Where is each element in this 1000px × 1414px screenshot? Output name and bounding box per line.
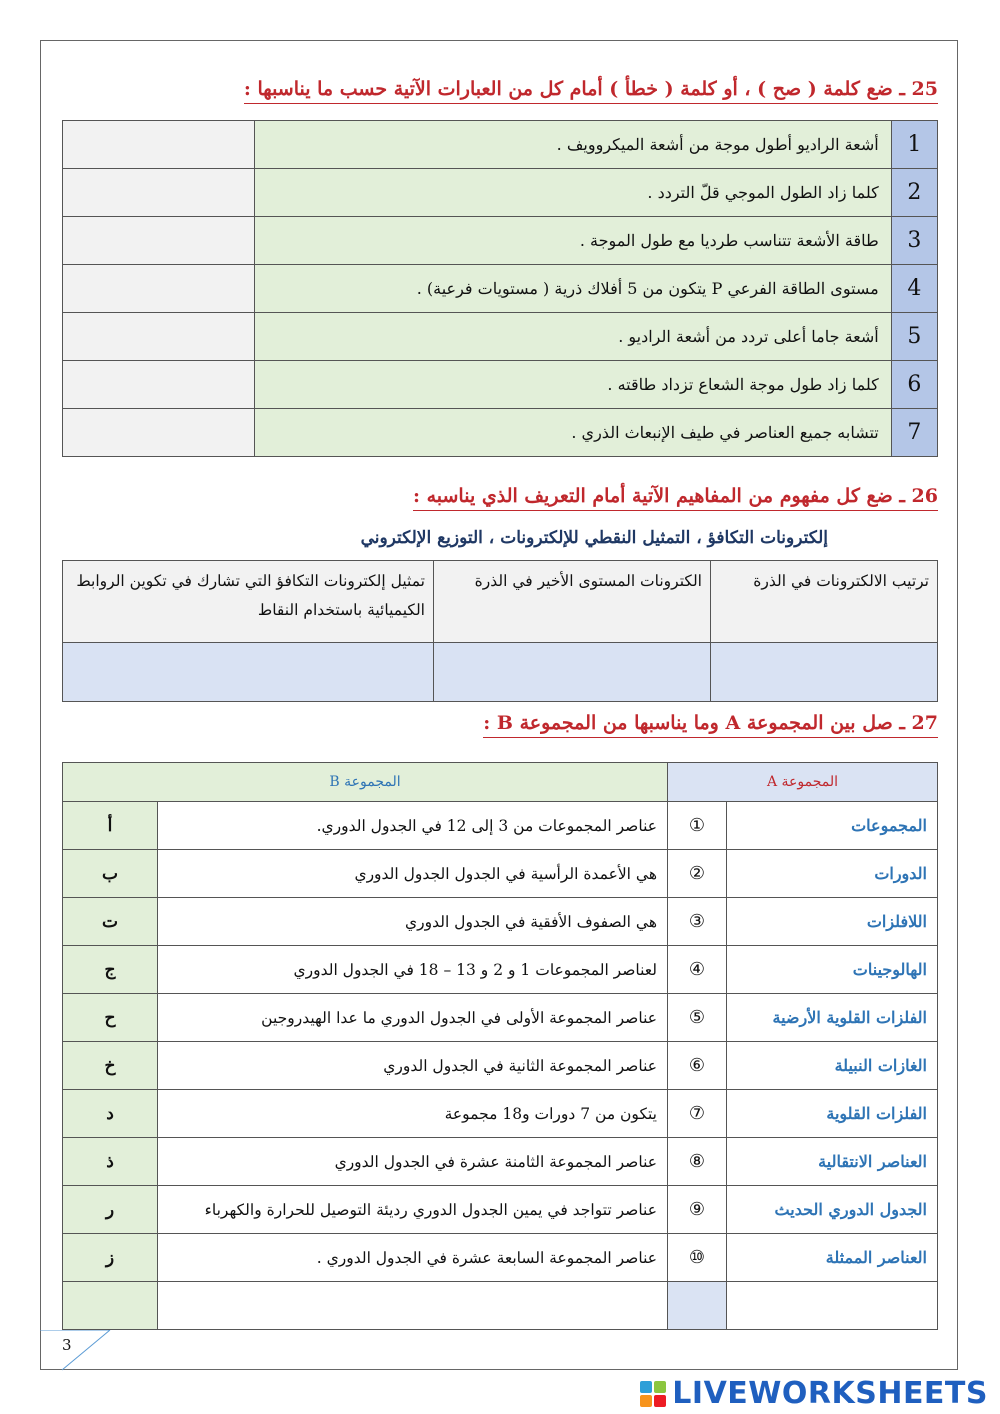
q25-row [63,313,938,361]
q25-title [244,78,938,104]
q27-letter[interactable]: ز [63,1234,158,1282]
q27-empty-term [727,1282,938,1330]
q27-number-circle[interactable]: ⑦ [668,1090,727,1138]
q27-definition: يتكون من 7 دورات و18 مجموعة [158,1090,668,1138]
q25-row-number: 5 [891,313,937,361]
q27-header-b: المجموعة B [63,763,668,802]
q25-row-number: 1 [891,121,937,169]
q25-statement: أشعة جاما أعلى تردد من أشعة الراديو . [255,313,892,361]
q27-term: العناصر الانتقالية [727,1138,938,1186]
q26-answer-3[interactable] [63,643,434,702]
q26-definition-2: الكترونات المستوى الأخير في الذرة [434,561,711,643]
q27-term: الدورات [727,850,938,898]
page-corner-fold [40,1330,120,1380]
q25-answer-cell[interactable] [63,361,255,409]
q27-term: الهالوجينات [727,946,938,994]
q27-empty-letter [63,1282,158,1330]
q27-empty-row [63,1282,938,1330]
q26-title [413,485,938,511]
q27-row [63,994,938,1042]
q27-letter[interactable]: أ [63,802,158,850]
q25-row [63,217,938,265]
q27-letter[interactable]: خ [63,1042,158,1090]
q27-number-circle[interactable]: ③ [668,898,727,946]
q27-definition: هي الصفوف الأفقية في الجدول الدوري [158,898,668,946]
q25-statement: أشعة الراديو أطول موجة من أشعة الميكروويف . [255,121,892,169]
q26-answer-2[interactable] [434,643,711,702]
q27-letter[interactable]: ح [63,994,158,1042]
q27-title [483,712,938,738]
q25-row-number: 2 [891,169,937,217]
q27-row [63,1138,938,1186]
q27-row [63,1186,938,1234]
q25-row [63,409,938,457]
q27-definition: عناصر المجموعة الثانية في الجدول الدوري [158,1042,668,1090]
q27-row [63,1234,938,1282]
q26-table [62,560,938,702]
q27-letter[interactable]: د [63,1090,158,1138]
q27-number-circle[interactable]: ② [668,850,727,898]
q25-statement: تتشابه جميع العناصر في طيف الإنبعاث الذري . [255,409,892,457]
q27-number: 27 [911,712,938,734]
q27-row [63,850,938,898]
q27-row [63,946,938,994]
q25-row-number: 7 [891,409,937,457]
q27-row [63,1090,938,1138]
q25-answer-cell[interactable] [63,409,255,457]
q25-row [63,169,938,217]
q27-row [63,898,938,946]
q27-definition: لعناصر المجموعات 1 و 2 و 13 – 18 في الجدول الدوري [158,946,668,994]
q25-statement: مستوى الطاقة الفرعي P يتكون من 5 أفلاك ذرية ( مستويات فرعية) . [255,265,892,313]
q27-letter[interactable]: ب [63,850,158,898]
q25-title-text: ـ ضع كلمة ( صح ) ، أو كلمة ( خطأ ) أمام كل من العبارات الآتية حسب ما يناسبها : [243,78,905,100]
q27-empty-circle [668,1282,727,1330]
q27-number-circle[interactable]: ⑥ [668,1042,727,1090]
q27-letter[interactable]: ر [63,1186,158,1234]
q25-statement: طاقة الأشعة تتناسب طرديا مع طول الموجة . [255,217,892,265]
q25-answer-cell[interactable] [63,265,255,313]
q25-row [63,121,938,169]
q26-title-text: ـ ضع كل مفهوم من المفاهيم الآتية أمام التعريف الذي يناسبه : [412,485,905,507]
liveworksheets-brand-text: LIVEWORKSHEETS [672,1376,988,1411]
q26-definition-3: تمثيل إلكترونات التكافؤ التي تشارك في تكوين الروابط الكيميائية باستخدام النقاط [63,561,434,643]
q27-term: اللافلزات [727,898,938,946]
q27-term: المجموعات [727,802,938,850]
q27-row [63,802,938,850]
q27-number-circle[interactable]: ① [668,802,727,850]
q27-definition: عناصر المجموعة الثامنة عشرة في الجدول الدوري [158,1138,668,1186]
q27-term: الفلزات القلوية الأرضية [727,994,938,1042]
q25-row-number: 6 [891,361,937,409]
q27-title-text: ـ صل بين المجموعة A وما يناسبها من المجموعة B : [483,712,905,734]
q27-definition: عناصر المجموعة الأولى في الجدول الدوري ما عدا الهيدروجين [158,994,668,1042]
q25-answer-cell[interactable] [63,169,255,217]
q27-number-circle[interactable]: ⑩ [668,1234,727,1282]
liveworksheets-logo [640,1376,988,1411]
page-number: 3 [62,1336,72,1354]
q27-term: الفلزات القلوية [727,1090,938,1138]
q25-row-number: 4 [891,265,937,313]
q26-answer-1[interactable] [711,643,938,702]
q27-term: الغازات النبيلة [727,1042,938,1090]
q25-row [63,361,938,409]
q25-number: 25 [911,78,938,100]
q25-answer-cell[interactable] [63,217,255,265]
q27-definition: عناصر المجموعات من 3 إلى 12 في الجدول الدوري. [158,802,668,850]
q27-definition: عناصر تتواجد في يمين الجدول الدوري رديئة التوصيل للحرارة والكهرباء [158,1186,668,1234]
q25-table [62,120,938,457]
q27-table [62,762,938,1330]
q27-definition: هي الأعمدة الرأسية في الجدول الجدول الدوري [158,850,668,898]
q27-number-circle[interactable]: ⑧ [668,1138,727,1186]
q25-row-number: 3 [891,217,937,265]
q27-letter[interactable]: ذ [63,1138,158,1186]
q27-empty-definition [158,1282,668,1330]
q27-definition: عناصر المجموعة السابعة عشرة في الجدول الدوري . [158,1234,668,1282]
q25-answer-cell[interactable] [63,121,255,169]
q27-number-circle[interactable]: ⑤ [668,994,727,1042]
q26-concepts: إلكترونات التكافؤ ، التمثيل النقطي للإلكترونات ، التوزيع الإلكتروني [360,528,828,548]
q26-number: 26 [911,485,938,507]
q26-definition-1: ترتيب الالكترونات في الذرة [711,561,938,643]
q27-term: الجدول الدوري الحديث [727,1186,938,1234]
q27-letter[interactable]: ت [63,898,158,946]
q27-header-a: المجموعة A [668,763,938,802]
q27-term: العناصر الممثلة [727,1234,938,1282]
q27-number-circle[interactable]: ⑨ [668,1186,727,1234]
liveworksheets-logo-icon [640,1381,666,1407]
q25-answer-cell[interactable] [63,313,255,361]
q27-number-circle[interactable]: ④ [668,946,727,994]
q25-statement: كلما زاد الطول الموجي قلّ التردد . [255,169,892,217]
q27-row [63,1042,938,1090]
q25-statement: كلما زاد طول موجة الشعاع تزداد طاقته . [255,361,892,409]
q27-letter[interactable]: ج [63,946,158,994]
q25-row [63,265,938,313]
